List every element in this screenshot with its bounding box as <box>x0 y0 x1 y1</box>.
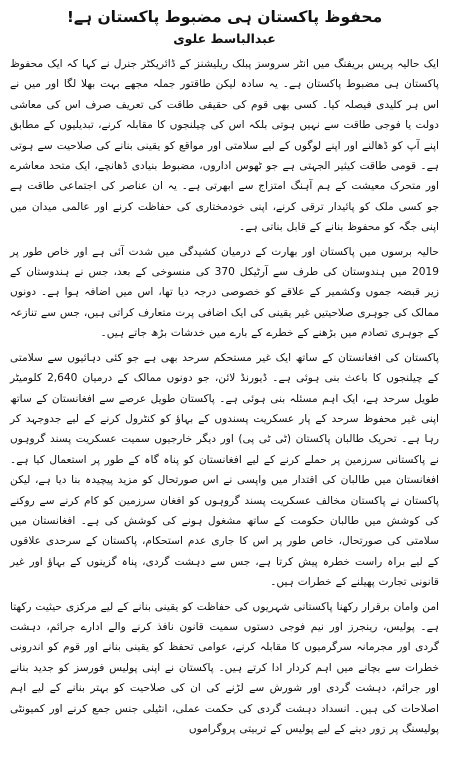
article-title: محفوظ پاکستان ہی مضبوط پاکستان ہے! <box>66 8 383 26</box>
article-paragraph: پاکستان کی افغانستان کے ساتھ ایک غیر مستحکم سرحد بھی ہے جو کئی دہائیوں سے سلامتی کے چیلنجوں کا باعث بنی ہوئی ہے۔ ڈیورنڈ لائن، جو دونوں ممالک کے درمیان 2,640 کلومیٹر طویل سرحد ہے، ایک اہم مسئلہ بنی ہوئی ہے۔ پاکستان طویل عرصے سے افغانستان کے ساتھ اپنی غیر محفوظ سرحد کے پار عسکریت پسندوں کے بہاؤ کو کنٹرول کرنے کے لیے جدوجہد کر رہا ہے۔ تحریک طالبان پاکستان (ٹی ٹی پی) اور دیگر خارجیوں سمیت عسکریت پسند گروہوں نے پاکستانی سرزمین پر حملے کرنے کے لیے افغانستان کو پناہ گاہ کے طور پر استعمال کیا ہے۔ افغانستان میں طالبان کی اقتدار میں واپسی نے اس صورتحال کو مزید پیچیدہ بنا دیا ہے، لیکن پاکستان نے پاکستان مخالف عسکریت پسند گروہوں کو افغان سرزمین کو کام کرنے سے روکنے کی کوشش میں طالبان حکومت کے ساتھ مشغول ہونے کی کوشش کی ہے۔ افغانستان میں سلامتی کی صورتحال، خاص طور پر اس کا جاری عدم استحکام، پاکستان کے سرحدی علاقوں کے لیے براہ راست خطرہ پیش کرتا ہے، جس سے دہشت گردی، پناہ گزینوں کے بہاؤ اور غیر قانونی تجارت پھیلنے کے خطرات ہیں۔ <box>10 351 440 589</box>
article-paragraph: امن وامان برقرار رکھنا پاکستانی شہریوں کی حفاظت کو یقینی بنانے کے لیے مرکزی حیثیت رکھتا ہے۔ پولیس، رینجرز اور نیم فوجی دستوں سمیت قانون نافذ کرنے والے ادارے جرائم، دہشت گردی اور مجرمانہ سرگرمیوں کا مقابلہ کرنے، عوامی تحفظ کو یقینی بنانے اور قوم کو اندرونی خطرات سے بچانے میں اہم کردار ادا کرتے ہیں۔ پاکستان نے اپنی پولیس فورسز کو جدید بنانے اور جرائم، دہشت گردی اور شورش سے لڑنے کی ان کی صلاحیت کو بہتر بنانے کے لیے اہم اصلاحات کی ہیں۔ انسداد دہشت گردی کی حکمت عملی، انٹیلی جنس جمع کرنے اور کمیونٹی پولیسنگ پر زور دینے کے لیے پولیس کے تربیتی پروگراموں <box>10 600 439 735</box>
article-paragraph: حالیہ برسوں میں پاکستان اور بھارت کے درمیان کشیدگی میں شدت آئی ہے اور خاص طور پر 2019 میں ہندوستان کی طرف سے آرٹیکل 370 کی منسوخی کے بعد، جس نے ہندوستان کے زیر قبضہ جموں وکشمیر کے علاقے کو خصوصی درجہ دیا تھا، اس میں اضافہ ہوا ہے۔ دونوں ممالک کی جوہری صلاحیتیں غیر یقینی کی ایک اضافی پرت متعارف کراتی ہیں، جس سے تنازعہ کے جوہری تصادم میں بڑھنے کے خطرے کے بارے میں خدشات بڑھ جاتے ہیں۔ <box>10 245 440 340</box>
article-author: عبدالباسط علوی <box>173 31 276 46</box>
article-paragraph: ایک حالیہ پریس بریفنگ میں انٹر سروسز پبلک ریلیشنز کے ڈائریکٹر جنرل نے کہا کہ ایک محفوظ پاکستان ہی مضبوط پاکستان ہے۔ یہ سادہ لیکن طاقتور جملہ مجھے بہت بھلا لگا اور میں نے اس ہر کلیدی فیصلہ کیا۔ کسی بھی قوم کی حقیقی طاقت کی تعریف صرف اس کی معاشی دولت یا فوجی طاقت سے نہیں ہوتی بلکہ اس کی چیلنجوں کا مقابلہ کرنے، تبدیلیوں کے مطابق اپنے آپ کو ڈھالنے اور اپنے لوگوں کے لیے سلامتی اور مواقع کو یقینی بنانے کی صلاحیت سے ہوتی ہے۔ قومی طاقت کیثیر الجہتی ہے جو ٹھوس اداروں، مضبوط بنیادی ڈھانچے، ایک متحد معاشرے اور متحرک معیشت کے ہم آہنگ امتزاج سے ابھرتی ہے۔ یہ ان عناصر کی اجتماعی طاقت ہے جو کسی ملک کو پائیدار ترقی کرنے، اپنی خودمختاری کی حفاظت کرنے اور عالمی میدان میں اپنی جگہ کو محفوظ بنانے کے قابل بناتی ہے۔ <box>10 58 439 234</box>
